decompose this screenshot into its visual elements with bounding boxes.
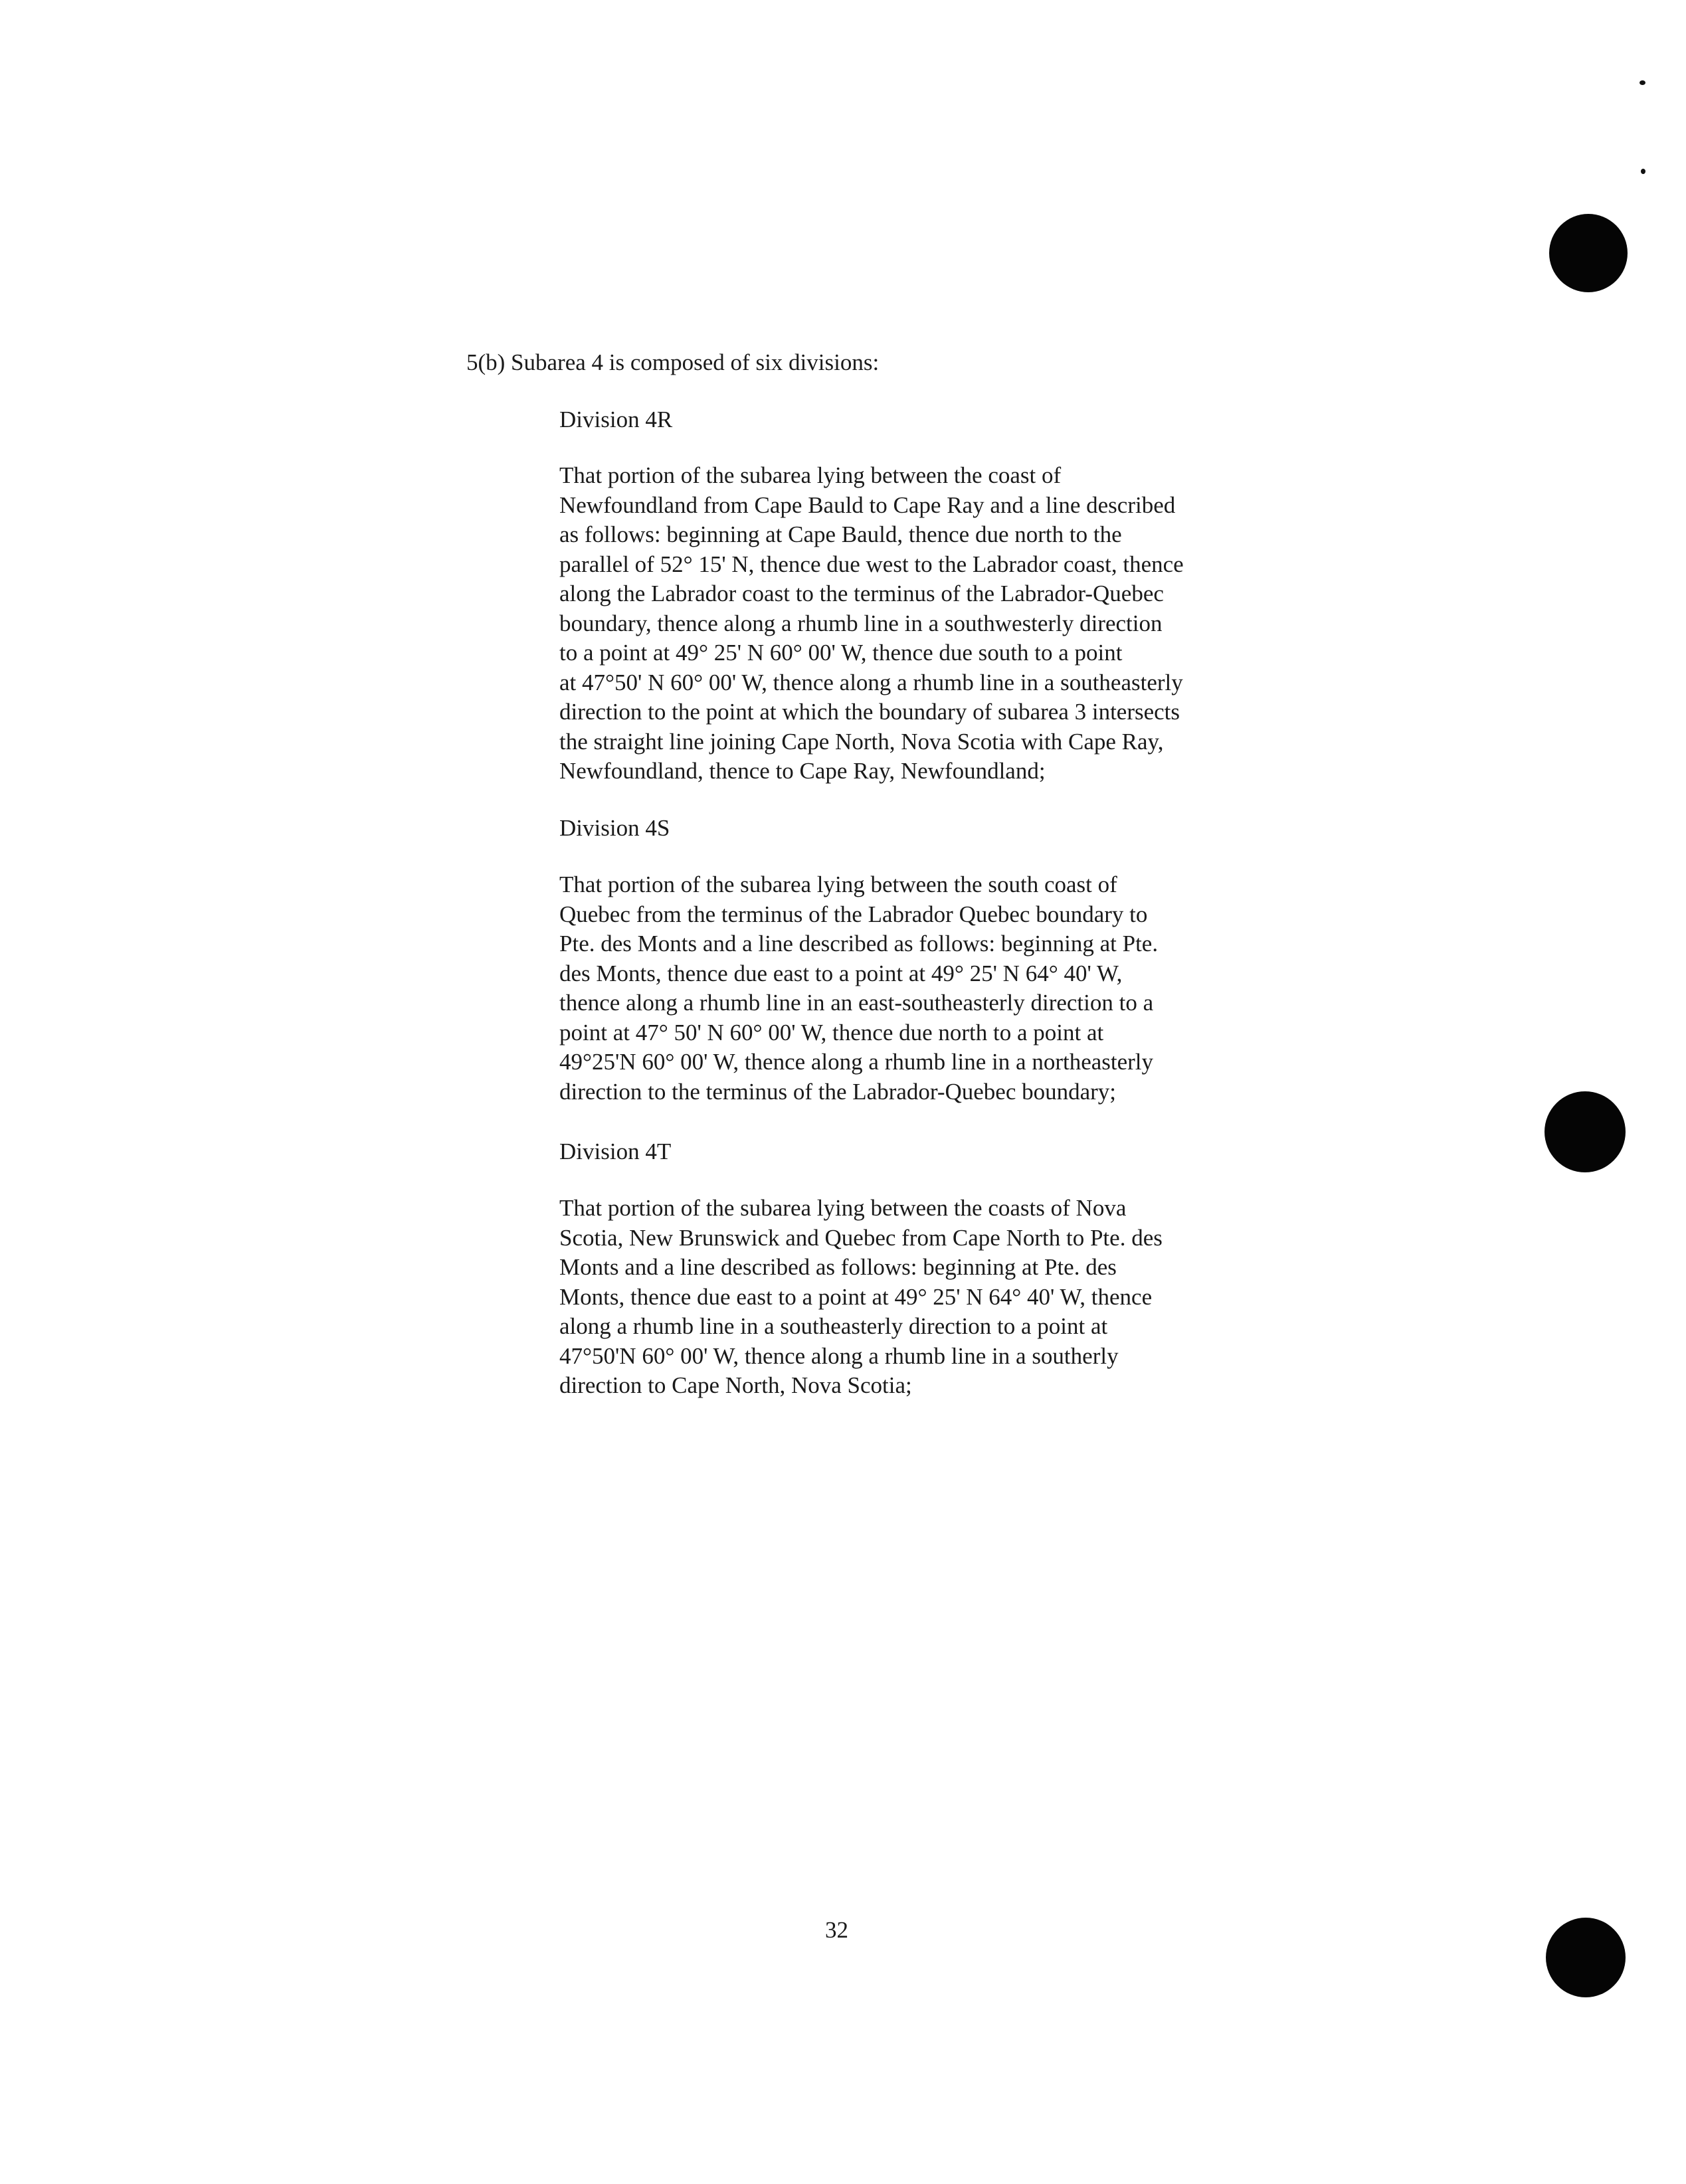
text-line: That portion of the subarea lying between the south coast of bbox=[559, 871, 1117, 897]
text-line: That portion of the subarea lying between the coast of bbox=[559, 462, 1062, 488]
text-line: direction to Cape North, Nova Scotia; bbox=[559, 1372, 912, 1398]
punch-hole-top bbox=[1549, 214, 1628, 292]
text-line: Scotia, New Brunswick and Quebec from Cape North to Pte. des bbox=[559, 1224, 1163, 1251]
punch-hole-bottom bbox=[1546, 1918, 1626, 1997]
scan-speck bbox=[1641, 169, 1645, 174]
text-line: Monts, thence due east to a point at 49° 25' N 64° 40' W, thence bbox=[559, 1283, 1153, 1310]
text-line: Monts and a line described as follows: beginning at Pte. des bbox=[559, 1254, 1117, 1280]
text-line: That portion of the subarea lying between the coasts of Nova bbox=[559, 1195, 1127, 1221]
text-line: 47°50'N 60° 00' W, thence along a rhumb line in a southerly bbox=[559, 1342, 1119, 1369]
division-4t-title: Division 4T bbox=[559, 1138, 672, 1164]
text-line: as follows: beginning at Cape Bauld, thence due north to the bbox=[559, 521, 1122, 547]
scan-speck bbox=[1639, 80, 1645, 85]
division-4s-description bbox=[559, 870, 1290, 1107]
text-line: Pte. des Monts and a line described as follows: beginning at Pte. bbox=[559, 931, 1159, 956]
text-line: the straight line joining Cape North, Nova Scotia with Cape Ray, bbox=[559, 728, 1164, 755]
text-line: Quebec from the terminus of the Labrador Quebec boundary to bbox=[559, 901, 1148, 927]
section-heading: 5(b) Subarea 4 is composed of six divisions: bbox=[466, 349, 880, 375]
division-4s-title: Division 4S bbox=[559, 815, 670, 841]
text-line: Newfoundland, thence to Cape Ray, Newfoundland; bbox=[559, 758, 1046, 784]
text-line: at 47°50' N 60° 00' W, thence along a rhumb line in a southeasterly bbox=[559, 669, 1183, 695]
text-line: parallel of 52° 15' N, thence due west to the Labrador coast, thence bbox=[559, 551, 1184, 577]
punch-hole-middle bbox=[1545, 1091, 1626, 1172]
text-line: 49°25'N 60° 00' W, thence along a rhumb line in a northeasterly bbox=[559, 1049, 1154, 1075]
text-line: point at 47° 50' N 60° 00' W, thence due north to a point at bbox=[559, 1019, 1104, 1046]
division-4r-description bbox=[559, 461, 1290, 786]
text-line: along a rhumb line in a southeasterly direction to a point at bbox=[559, 1313, 1108, 1339]
division-4t-description bbox=[559, 1194, 1290, 1401]
text-line: thence along a rhumb line in an east-southeasterly direction to a bbox=[559, 990, 1154, 1016]
text-line: des Monts, thence due east to a point at 49° 25' N 64° 40' W, bbox=[559, 960, 1123, 986]
page-number: 32 bbox=[825, 1917, 848, 1943]
text-line: direction to the point at which the boundary of subarea 3 intersects bbox=[559, 699, 1180, 725]
text-line: direction to the terminus of the Labrador-Quebec boundary; bbox=[559, 1078, 1117, 1105]
text-line: boundary, thence along a rhumb line in a southwesterly direction bbox=[559, 610, 1163, 636]
division-4r-title: Division 4R bbox=[559, 407, 673, 432]
text-line: Newfoundland from Cape Bauld to Cape Ray and a line described bbox=[559, 492, 1176, 518]
text-line: along the Labrador coast to the terminus of the Labrador-Quebec bbox=[559, 581, 1164, 606]
text-line: to a point at 49° 25' N 60° 00' W, thence due south to a point bbox=[559, 640, 1123, 666]
